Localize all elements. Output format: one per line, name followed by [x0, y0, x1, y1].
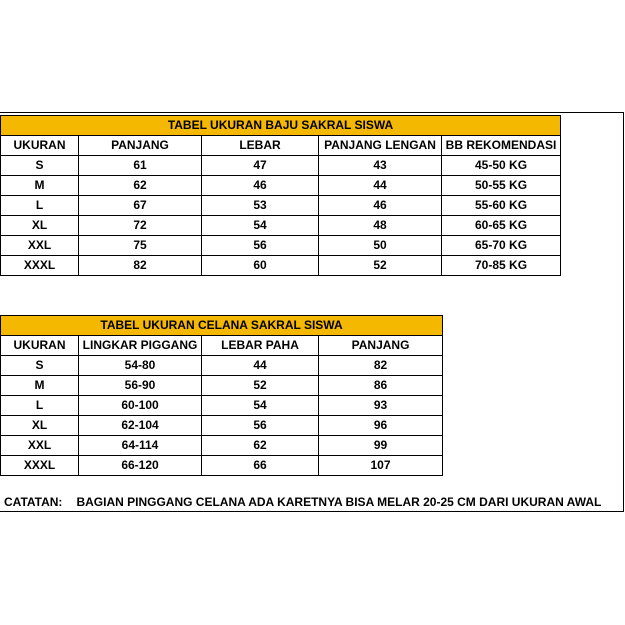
- table-cell: 54-80: [79, 356, 202, 376]
- column-header: LEBAR: [202, 136, 319, 156]
- table-cell: 56-90: [79, 376, 202, 396]
- column-header: LEBAR PAHA: [202, 336, 319, 356]
- size-note: [4, 495, 601, 509]
- shirt-table-title: TABEL UKURAN BAJU SAKRAL SISWA: [1, 116, 561, 136]
- table-cell: 44: [202, 356, 319, 376]
- table-cell: 61: [79, 156, 202, 176]
- table-cell: XL: [1, 216, 79, 236]
- note-text: BAGIAN PINGGANG CELANA ADA KARETNYA BISA MELAR 20-25 CM DARI UKURAN AWAL: [76, 495, 602, 509]
- size-chart-sheet: [0, 112, 624, 512]
- column-header: PANJANG: [319, 336, 443, 356]
- table-cell: 52: [202, 376, 319, 396]
- table-cell: M: [1, 376, 79, 396]
- table-row: [1, 436, 443, 456]
- table-cell: 64-114: [79, 436, 202, 456]
- table-row: [1, 236, 561, 256]
- table-cell: 53: [202, 196, 319, 216]
- table-cell: 70-85 KG: [442, 256, 561, 276]
- table-row: [1, 256, 561, 276]
- column-header: PANJANG: [79, 136, 202, 156]
- table-row: [1, 356, 443, 376]
- column-header: LINGKAR PIGGANG: [79, 336, 202, 356]
- column-header: UKURAN: [1, 336, 79, 356]
- table-cell: 82: [79, 256, 202, 276]
- table-cell: 52: [319, 256, 442, 276]
- table-cell: 96: [319, 416, 443, 436]
- table-cell: M: [1, 176, 79, 196]
- table-cell: 56: [202, 236, 319, 256]
- table-cell: S: [1, 356, 79, 376]
- table-row: [1, 456, 443, 476]
- table-row: [1, 376, 443, 396]
- table-row: [1, 416, 443, 436]
- column-header: PANJANG LENGAN: [319, 136, 442, 156]
- table-row: [1, 176, 561, 196]
- table-cell: 43: [319, 156, 442, 176]
- table-row: [1, 196, 561, 216]
- table-cell: 45-50 KG: [442, 156, 561, 176]
- table-cell: 107: [319, 456, 443, 476]
- column-header: BB REKOMENDASI: [442, 136, 561, 156]
- table-cell: 67: [79, 196, 202, 216]
- shirt-table-header-row: [1, 136, 561, 156]
- note-label: CATATAN:: [4, 495, 63, 509]
- table-row: [1, 216, 561, 236]
- table-cell: XXXL: [1, 456, 79, 476]
- pants-table-title-row: [1, 316, 443, 336]
- table-cell: L: [1, 396, 79, 416]
- table-cell: 54: [202, 396, 319, 416]
- table-cell: XL: [1, 416, 79, 436]
- table-cell: 55-60 KG: [442, 196, 561, 216]
- table-cell: L: [1, 196, 79, 216]
- shirt-size-table: [0, 115, 561, 276]
- table-cell: 62: [79, 176, 202, 196]
- table-cell: XXL: [1, 436, 79, 456]
- table-cell: 72: [79, 216, 202, 236]
- pants-table-title: TABEL UKURAN CELANA SAKRAL SISWA: [1, 316, 443, 336]
- pants-table-header-row: [1, 336, 443, 356]
- table-cell: 44: [319, 176, 442, 196]
- table-cell: 46: [202, 176, 319, 196]
- shirt-table-title-row: [1, 116, 561, 136]
- table-cell: 65-70 KG: [442, 236, 561, 256]
- table-cell: 66-120: [79, 456, 202, 476]
- table-cell: S: [1, 156, 79, 176]
- table-cell: 75: [79, 236, 202, 256]
- column-header: UKURAN: [1, 136, 79, 156]
- table-cell: 47: [202, 156, 319, 176]
- table-cell: 46: [319, 196, 442, 216]
- table-cell: 62: [202, 436, 319, 456]
- table-cell: 50: [319, 236, 442, 256]
- pants-size-table: [0, 315, 443, 476]
- table-cell: 60: [202, 256, 319, 276]
- table-cell: 60-100: [79, 396, 202, 416]
- table-cell: XXL: [1, 236, 79, 256]
- table-cell: XXXL: [1, 256, 79, 276]
- table-cell: 60-65 KG: [442, 216, 561, 236]
- table-cell: 86: [319, 376, 443, 396]
- table-cell: 56: [202, 416, 319, 436]
- table-cell: 93: [319, 396, 443, 416]
- table-row: [1, 396, 443, 416]
- table-cell: 82: [319, 356, 443, 376]
- table-cell: 50-55 KG: [442, 176, 561, 196]
- table-cell: 48: [319, 216, 442, 236]
- table-cell: 99: [319, 436, 443, 456]
- table-row: [1, 156, 561, 176]
- table-cell: 62-104: [79, 416, 202, 436]
- table-cell: 66: [202, 456, 319, 476]
- table-cell: 54: [202, 216, 319, 236]
